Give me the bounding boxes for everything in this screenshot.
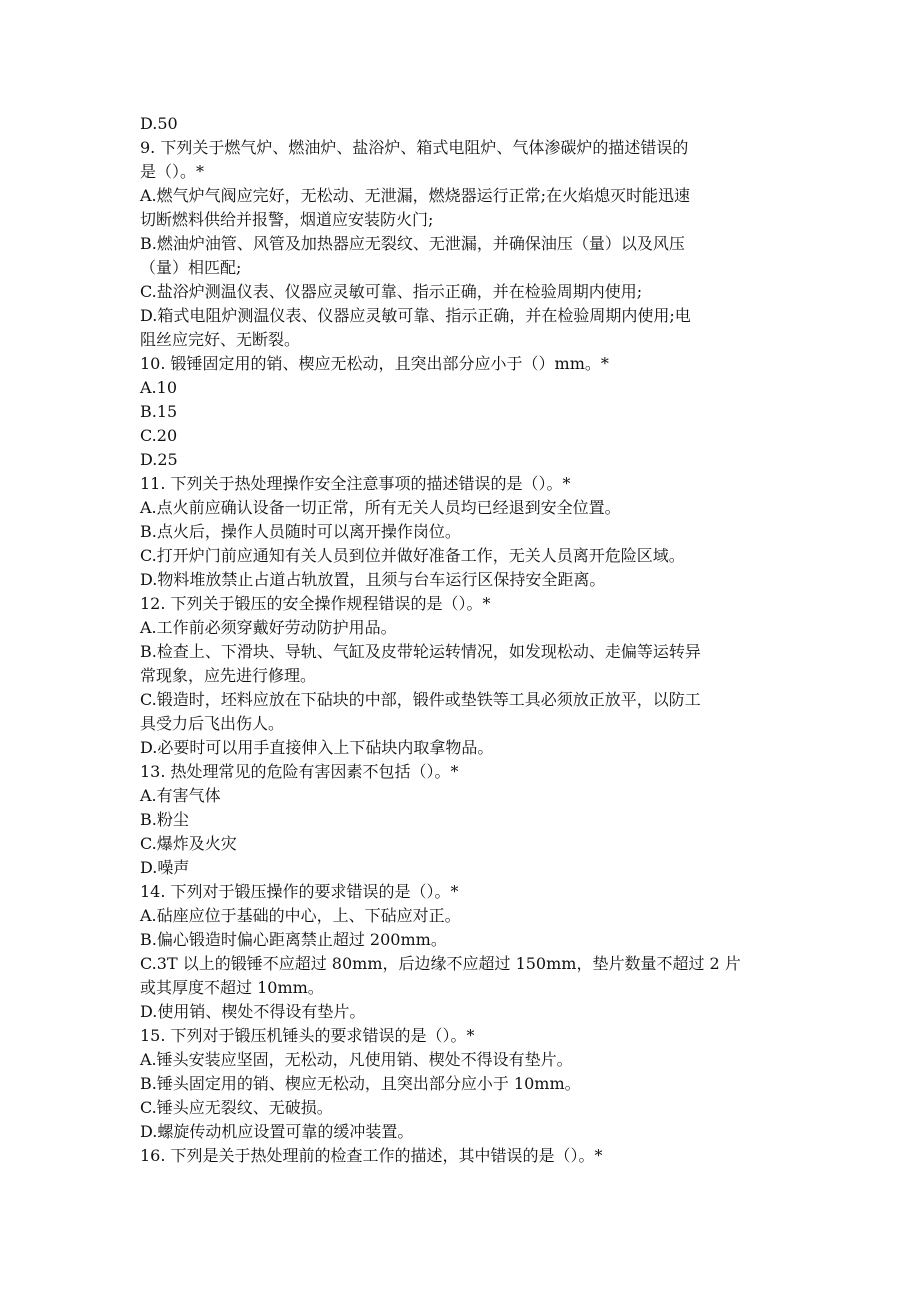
text-line: C.锻造时，坯料应放在下砧块的中部，锻件或垫铁等工具必须放正放平，以防工	[140, 690, 701, 709]
text-line: D.使用销、楔处不得设有垫片。	[140, 1002, 366, 1021]
text-line: 9. 下列关于燃气炉、燃油炉、盐浴炉、箱式电阻炉、气体渗碳炉的描述错误的	[140, 138, 689, 157]
text-line: B.粉尘	[140, 810, 189, 829]
text-line: D.50	[140, 114, 178, 133]
text-line: 10. 锻锤固定用的销、楔应无松动，且突出部分应小于（）mm。*	[140, 354, 609, 373]
text-line: D.物料堆放禁止占道占轨放置，且须与台车运行区保持安全距离。	[140, 570, 606, 589]
text-line: A.燃气炉气阀应完好，无松动、无泄漏，燃烧器运行正常;在火焰熄灭时能迅速	[140, 186, 691, 205]
text-line: A.砧座应位于基础的中心，上、下砧应对正。	[140, 906, 461, 925]
text-line: A.点火前应确认设备一切正常，所有无关人员均已经退到安全位置。	[140, 498, 621, 517]
text-line: 常现象，应先进行修理。	[140, 666, 317, 685]
text-line: 或其厚度不超过 10mm。	[140, 978, 324, 997]
text-line: 是（）。*	[140, 162, 205, 181]
text-line: B.偏心锻造时偏心距离禁止超过 200mm。	[140, 930, 447, 949]
text-line: D.25	[140, 450, 178, 469]
text-line: B.15	[140, 402, 178, 421]
text-line: D.必要时可以用手直接伸入上下砧块内取拿物品。	[140, 738, 494, 757]
document-page	[140, 112, 790, 1168]
text-line: 15. 下列对于锻压机锤头的要求错误的是（）。*	[140, 1026, 475, 1045]
text-line: 切断燃料供给并报警，烟道应安装防火门;	[140, 210, 434, 229]
text-line: C.打开炉门前应通知有关人员到位并做好准备工作，无关人员离开危险区域。	[140, 546, 685, 565]
text-line: A.锤头安装应坚固，无松动，凡使用销、楔处不得设有垫片。	[140, 1050, 573, 1069]
text-line: C.3T 以上的锻锤不应超过 80mm，后边缘不应超过 150mm，垫片数量不超过 2 片	[140, 954, 741, 973]
text-line: C.盐浴炉测温仪表、仪器应灵敏可靠、指示正确，并在检验周期内使用;	[140, 282, 643, 301]
text-line: B.检查上、下滑块、导轨、气缸及皮带轮运转情况，如发现松动、走偏等运转异	[140, 642, 701, 661]
text-line: A.有害气体	[140, 786, 221, 805]
text-line: B.锤头固定用的销、楔应无松动，且突出部分应小于 10mm。	[140, 1074, 581, 1093]
text-line: 阻丝应完好、无断裂。	[140, 330, 301, 349]
text-line: A.10	[140, 378, 177, 397]
text-line: 16. 下列是关于热处理前的检查工作的描述，其中错误的是（）。*	[140, 1146, 603, 1165]
text-line: D.噪声	[140, 858, 190, 877]
text-line: B.燃油炉油管、风管及加热器应无裂纹、无泄漏，并确保油压（量）以及风压	[140, 234, 685, 253]
text-line: C.锤头应无裂纹、无破损。	[140, 1098, 333, 1117]
text-line: D.螺旋传动机应设置可靠的缓冲装置。	[140, 1122, 414, 1141]
text-line: 13. 热处理常见的危险有害因素不包括（）。*	[140, 762, 459, 781]
text-line: 11. 下列关于热处理操作安全注意事项的描述错误的是（）。*	[140, 474, 571, 493]
text-line: （量）相匹配;	[140, 258, 242, 277]
text-line: 14. 下列对于锻压操作的要求错误的是（）。*	[140, 882, 459, 901]
text-line: 具受力后飞出伤人。	[140, 714, 285, 733]
text-line: B.点火后，操作人员随时可以离开操作岗位。	[140, 522, 461, 541]
text-line: C.爆炸及火灾	[140, 834, 237, 853]
text-line: A.工作前必须穿戴好劳动防护用品。	[140, 618, 397, 637]
text-line: C.20	[140, 426, 178, 445]
text-line: D.箱式电阻炉测温仪表、仪器应灵敏可靠、指示正确，并在检验周期内使用;电	[140, 306, 691, 325]
text-line: 12. 下列关于锻压的安全操作规程错误的是（）。*	[140, 594, 491, 613]
